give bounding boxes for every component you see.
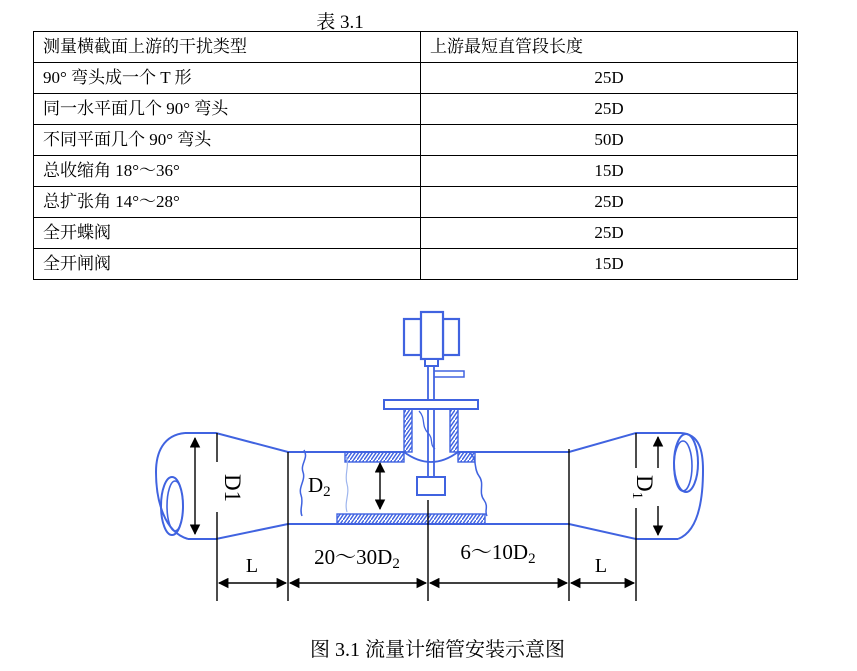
label-upstream-length: 20～30D2 xyxy=(314,545,400,572)
label-d1-right: D1 xyxy=(629,474,657,500)
sensor-body xyxy=(417,477,445,495)
mounting-flange xyxy=(384,400,478,409)
cell-length: 50D xyxy=(421,125,798,156)
transmitter-neck xyxy=(425,359,438,366)
flow-meter-assembly xyxy=(384,312,478,495)
table-row xyxy=(34,63,798,94)
cell-length: 15D xyxy=(421,249,798,280)
mount-break-line xyxy=(419,411,435,449)
transmitter-right-block xyxy=(443,319,459,355)
label-d2: D2 xyxy=(308,473,331,500)
transmitter-center-block xyxy=(421,312,443,359)
label-d1-left: D1 xyxy=(220,473,245,503)
pipe-bottom-edge xyxy=(188,524,678,539)
installation-diagram xyxy=(0,300,857,615)
pipe-left-end-cap xyxy=(156,433,188,539)
stem-bracket xyxy=(434,371,464,377)
pipe-wall-hatch-top-left xyxy=(345,452,404,462)
cell-length: 25D xyxy=(421,63,798,94)
cell-type: 不同平面几个 90° 弯头 xyxy=(34,125,421,156)
label-len-right: L xyxy=(594,555,608,577)
table-row xyxy=(34,125,798,156)
pipe-wall-hatch-bottom xyxy=(337,514,485,524)
mount-opening-mask xyxy=(405,448,457,454)
transmitter-stem xyxy=(428,366,434,400)
cell-type: 全开蝶阀 xyxy=(34,218,421,249)
transmitter-left-block xyxy=(404,319,421,355)
mount-cylinder-right-wall xyxy=(450,409,458,452)
mount-cylinder-left-wall xyxy=(404,409,412,452)
cell-length: 25D xyxy=(421,218,798,249)
table-row xyxy=(34,156,798,187)
table-header-row xyxy=(34,32,798,63)
header-min-straight-length: 上游最短直管段长度 xyxy=(421,32,798,63)
pipe-left-bore-inner xyxy=(167,481,183,531)
table-title: 表 3.1 xyxy=(316,12,364,33)
table-row xyxy=(34,218,798,249)
break-line-left xyxy=(300,450,305,516)
cell-type: 总收缩角 18°～36° xyxy=(34,156,421,187)
cell-type: 同一水平面几个 90° 弯头 xyxy=(34,94,421,125)
cell-length: 25D xyxy=(421,187,798,218)
table-row xyxy=(34,187,798,218)
header-disturbance-type: 测量横截面上游的干扰类型 xyxy=(34,32,421,63)
break-line-left-faint xyxy=(346,456,348,512)
pipe-right-bore-inner xyxy=(674,441,692,491)
figure-caption: 图 3.1 流量计缩管安装示意图 xyxy=(310,639,565,661)
table-row xyxy=(34,249,798,280)
label-len-left: L xyxy=(245,555,259,577)
cell-length: 15D xyxy=(421,156,798,187)
pipe-right-end-cap xyxy=(678,433,703,539)
insertion-probe xyxy=(428,409,434,477)
label-downstream-length: 6～10D2 xyxy=(460,540,536,567)
cell-length: 25D xyxy=(421,94,798,125)
table-row xyxy=(34,94,798,125)
cell-type: 总扩张角 14°～28° xyxy=(34,187,421,218)
cell-type: 全开闸阀 xyxy=(34,249,421,280)
disturbance-table xyxy=(33,31,798,280)
cell-type: 90° 弯头成一个 T 形 xyxy=(34,63,421,94)
